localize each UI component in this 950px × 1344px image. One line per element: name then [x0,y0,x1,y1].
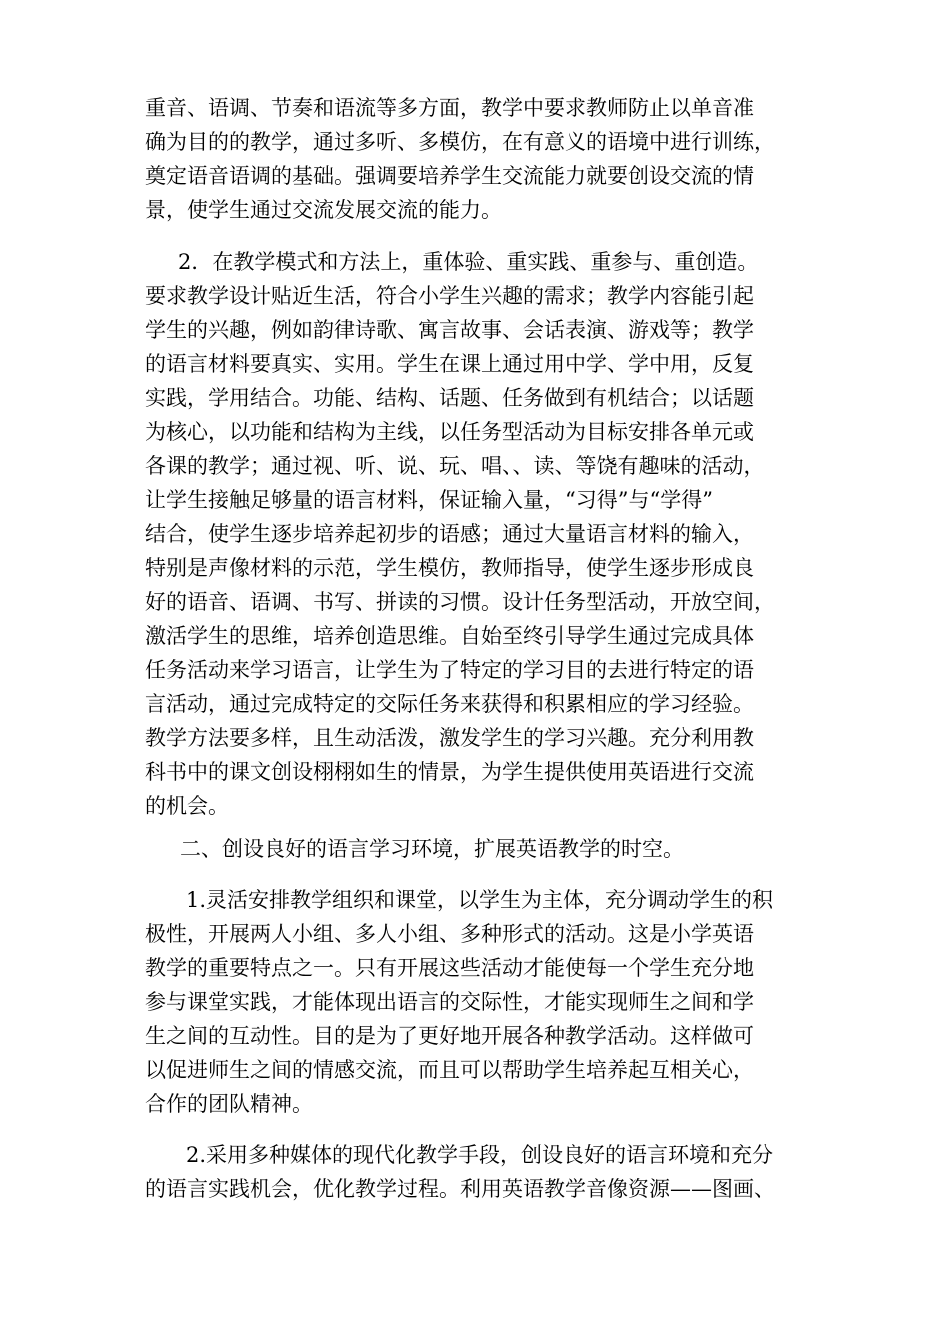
text-line: 让学生接触足够量的语言材料，保证输入量，“习得”与“学得” [145,488,713,512]
text-line: 任务活动来学习语言，让学生为了特定的学习目的去进行特定的语 [145,658,754,682]
text-line: 学生的兴趣，例如韵律诗歌、寓言故事、会话表演、游戏等；教学 [145,318,754,342]
text-line: 为核心，以功能和结构为主线，以任务型活动为目标安排各单元或 [145,420,754,444]
text-line: 言活动，通过完成特定的交际任务来获得和积累相应的学习经验。 [145,692,754,716]
text-line: 科书中的课文创设栩栩如生的情景，为学生提供使用英语进行交流 [145,760,754,784]
text-line: 的机会。 [145,794,229,818]
text-line: 要求教学设计贴近生活，符合小学生兴趣的需求；教学内容能引起 [145,284,754,308]
text-line: 1.灵活安排教学组织和课堂，以学生为主体，充分调动学生的积 [186,888,774,912]
text-line: 景，使学生通过交流发展交流的能力。 [145,198,502,222]
text-line: 确为目的的教学，通过多听、多模仿，在有意义的语境中进行训练， [145,130,775,154]
text-line: 教学方法要多样，且生动活泼，激发学生的学习兴趣。充分利用教 [145,726,754,750]
text-line: 各课的教学；通过视、听、说、玩、唱、、读、等饶有趣味的活动， [145,454,765,478]
text-line: 以促进师生之间的情感交流，而且可以帮助学生培养起互相关心， [145,1058,754,1082]
section-heading-text: 二、创设良好的语言学习环境，扩展英语教学的时空。 [180,837,684,861]
text-line: 特别是声像材料的示范，学生模仿，教师指导，使学生逐步形成良 [145,556,754,580]
text-line: 好的语音、语调、书写、拼读的习惯。设计任务型活动，开放空间， [145,590,775,614]
text-line: 实践，学用结合。功能、结构、话题、任务做到有机结合；以话题 [145,386,754,410]
text-line: 参与课堂实践，才能体现出语言的交际性，才能实现师生之间和学 [145,990,754,1014]
text-line: 奠定语音语调的基础。强调要培养学生交流能力就要创设交流的情 [145,164,754,188]
text-line: 重音、语调、节奏和语流等多方面，教学中要求教师防止以单音准 [145,96,754,120]
text-line: 极性，开展两人小组、多人小组、多种形式的活动。这是小学英语 [145,922,754,946]
text-line: 的语言材料要真实、实用。学生在课上通过用中学、学中用，反复 [145,352,754,376]
text-line: 激活学生的思维，培养创造思维。自始至终引导学生通过完成具体 [145,624,754,648]
text-line: 2．在教学模式和方法上，重体验、重实践、重参与、重创造。 [178,250,759,274]
text-line: 2.采用多种媒体的现代化教学手段，创设良好的语言环境和充分 [186,1143,774,1167]
text-line: 合作的团队精神。 [145,1092,313,1116]
text-line: 的语言实践机会，优化教学过程。利用英语教学音像资源——图画、 [145,1177,775,1201]
text-line: 教学的重要特点之一。只有开展这些活动才能使每一个学生充分地 [145,956,754,980]
text-line: 生之间的互动性。目的是为了更好地开展各种教学活动。这样做可 [145,1024,754,1048]
text-line: 结合，使学生逐步培养起初步的语感；通过大量语言材料的输入， [145,522,754,546]
